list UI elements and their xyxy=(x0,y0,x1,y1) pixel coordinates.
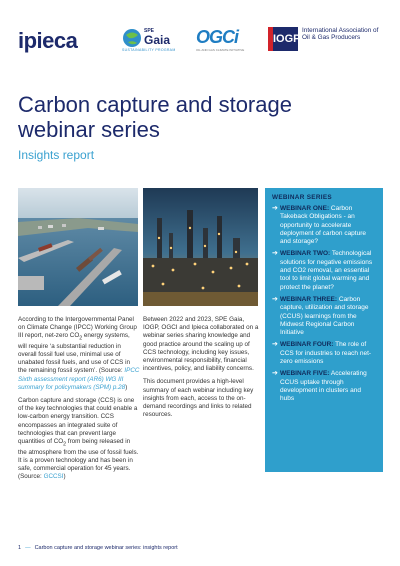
ipieca-logo: ipieca xyxy=(18,28,78,53)
webinar-four-title: The role of CCS for industries to reach net-zero emissions xyxy=(280,341,372,366)
collaboration-paragraph: Between 2022 and 2023, SPE Gaia, IOGP, OGCI and Ipieca collaborated on a webinar series sharing knowledge and good practice around the scaling up of CCS technology, including key issues, environmental responsibility, financial incentives, policy, and liability concerns. xyxy=(143,316,259,373)
gccsi-source-link[interactable]: GCCSI xyxy=(43,473,64,481)
arrow-right-icon: ➔ xyxy=(272,205,278,212)
arrow-right-icon: ➔ xyxy=(272,341,278,349)
webinar-five-label: WEBINAR FIVE: xyxy=(280,370,330,378)
spe-gaia-logo xyxy=(122,26,180,54)
webinar-one-label: WEBINAR ONE: xyxy=(280,205,330,212)
webinar-two-label: WEBINAR TWO: xyxy=(280,250,331,258)
document-overview-paragraph: This document provides a high-level summary of each webinar including key insights from each, access to the on-demand recordings and links to related resources. xyxy=(143,378,254,419)
webinar-five-link[interactable] xyxy=(272,370,376,403)
gaia-label: Gaia xyxy=(144,33,171,47)
footer-separator: — xyxy=(25,545,31,551)
page-subtitle: Insights report xyxy=(18,148,95,162)
iogp-name: International Association of Oil & Gas Producers xyxy=(302,27,379,42)
ccs-paragraph xyxy=(18,397,140,481)
port-aerial-photo xyxy=(18,188,138,306)
webinar-two-title: Technological solutions for negative emissions and CO2 removal, an essential tool to limit global warming and protect the planet? xyxy=(280,250,373,291)
intro-column xyxy=(18,316,140,486)
ccs-text-2: from being released in the atmosphere from the use of fossil fuels. It is a proven technology and has been in safe, commercial operation for 45 years. (Source: xyxy=(18,438,139,481)
spe-label: SPE xyxy=(144,28,155,34)
spe-program-label: SUSTAINABILITY PROGRAM xyxy=(122,48,176,52)
webinar-series-panel xyxy=(265,188,383,472)
arrow-right-icon: ➔ xyxy=(272,250,278,258)
ccs-text-3: ) xyxy=(63,473,66,481)
webinar-three-text xyxy=(280,296,376,337)
webinar-two-text xyxy=(280,250,376,291)
ipcc-text-2: energy systems, will require ‘a substantial reduction in overall fossil fuel use, minimal use of unabated fossil fuels, and use of CCS in the remaining fossil system’. (Source: xyxy=(18,332,131,375)
ipcc-text-3: ) xyxy=(125,383,128,391)
spe-gaia-globe-icon xyxy=(122,28,142,48)
iogp-logo xyxy=(268,26,382,54)
logo-band xyxy=(18,26,382,54)
ccs-text-1: Carbon capture and storage (CCS) is one of the key technologies that could enable a low-carbon energy transition. CCS encompasses an integrated suite of technologies that can prevent large quantities of CO xyxy=(18,397,138,446)
webinar-one-title: Carbon Takeback Obligations - an opportunity to accelerate deployment of carbon capture and storage? xyxy=(280,205,366,246)
ogci-sub-label: OIL AND GAS CLIMATE INITIATIVE xyxy=(196,48,245,52)
webinar-four-label: WEBINAR FOUR: xyxy=(280,341,334,349)
footer-text: Carbon capture and storage webinar series: insights report xyxy=(34,545,178,551)
webinar-five-title: Accelerating CCUS uptake through development in clusters and hubs xyxy=(280,370,367,403)
webinar-five-text xyxy=(280,370,376,403)
page-footer xyxy=(18,545,178,551)
page-number: 1 xyxy=(18,545,22,551)
webinar-three-title: Carbon capture, utilization and storage (CCUS) learnings from the Midwest Regional Carbon Initiative xyxy=(280,295,369,337)
webinar-four-text xyxy=(280,341,376,366)
ogci-logo xyxy=(194,26,250,54)
co2-subscript: 2 xyxy=(79,335,83,342)
webinar-one-text xyxy=(280,205,376,246)
co2-subscript: 2 xyxy=(63,441,67,448)
ipcc-text-1: According to the Intergovernmental Panel on Climate Change (IPCC) Working Group III report, net-zero CO xyxy=(18,316,137,340)
summary-column xyxy=(143,316,261,424)
webinar-four-link[interactable] xyxy=(272,341,376,366)
ogci-wordmark: OGCi xyxy=(196,27,239,47)
webinar-one-link[interactable] xyxy=(272,205,376,246)
ipcc-paragraph xyxy=(18,316,140,392)
arrow-right-icon: ➔ xyxy=(272,370,278,378)
page-title: Carbon capture and storage webinar series xyxy=(18,92,292,142)
webinar-two-link[interactable] xyxy=(272,250,376,291)
industrial-plant-photo xyxy=(143,188,258,306)
webinar-three-label: WEBINAR THREE: xyxy=(280,295,338,303)
iogp-mark: IOGP xyxy=(268,27,298,51)
arrow-right-icon: ➔ xyxy=(272,295,278,303)
webinar-series-heading: WEBINAR SERIES xyxy=(272,194,332,201)
ipcc-source-link[interactable]: IPCC Sixth assessment report (AR6) WG III summary for policymakers (SPM) p.28 xyxy=(18,367,140,391)
webinar-three-link[interactable] xyxy=(272,296,376,337)
